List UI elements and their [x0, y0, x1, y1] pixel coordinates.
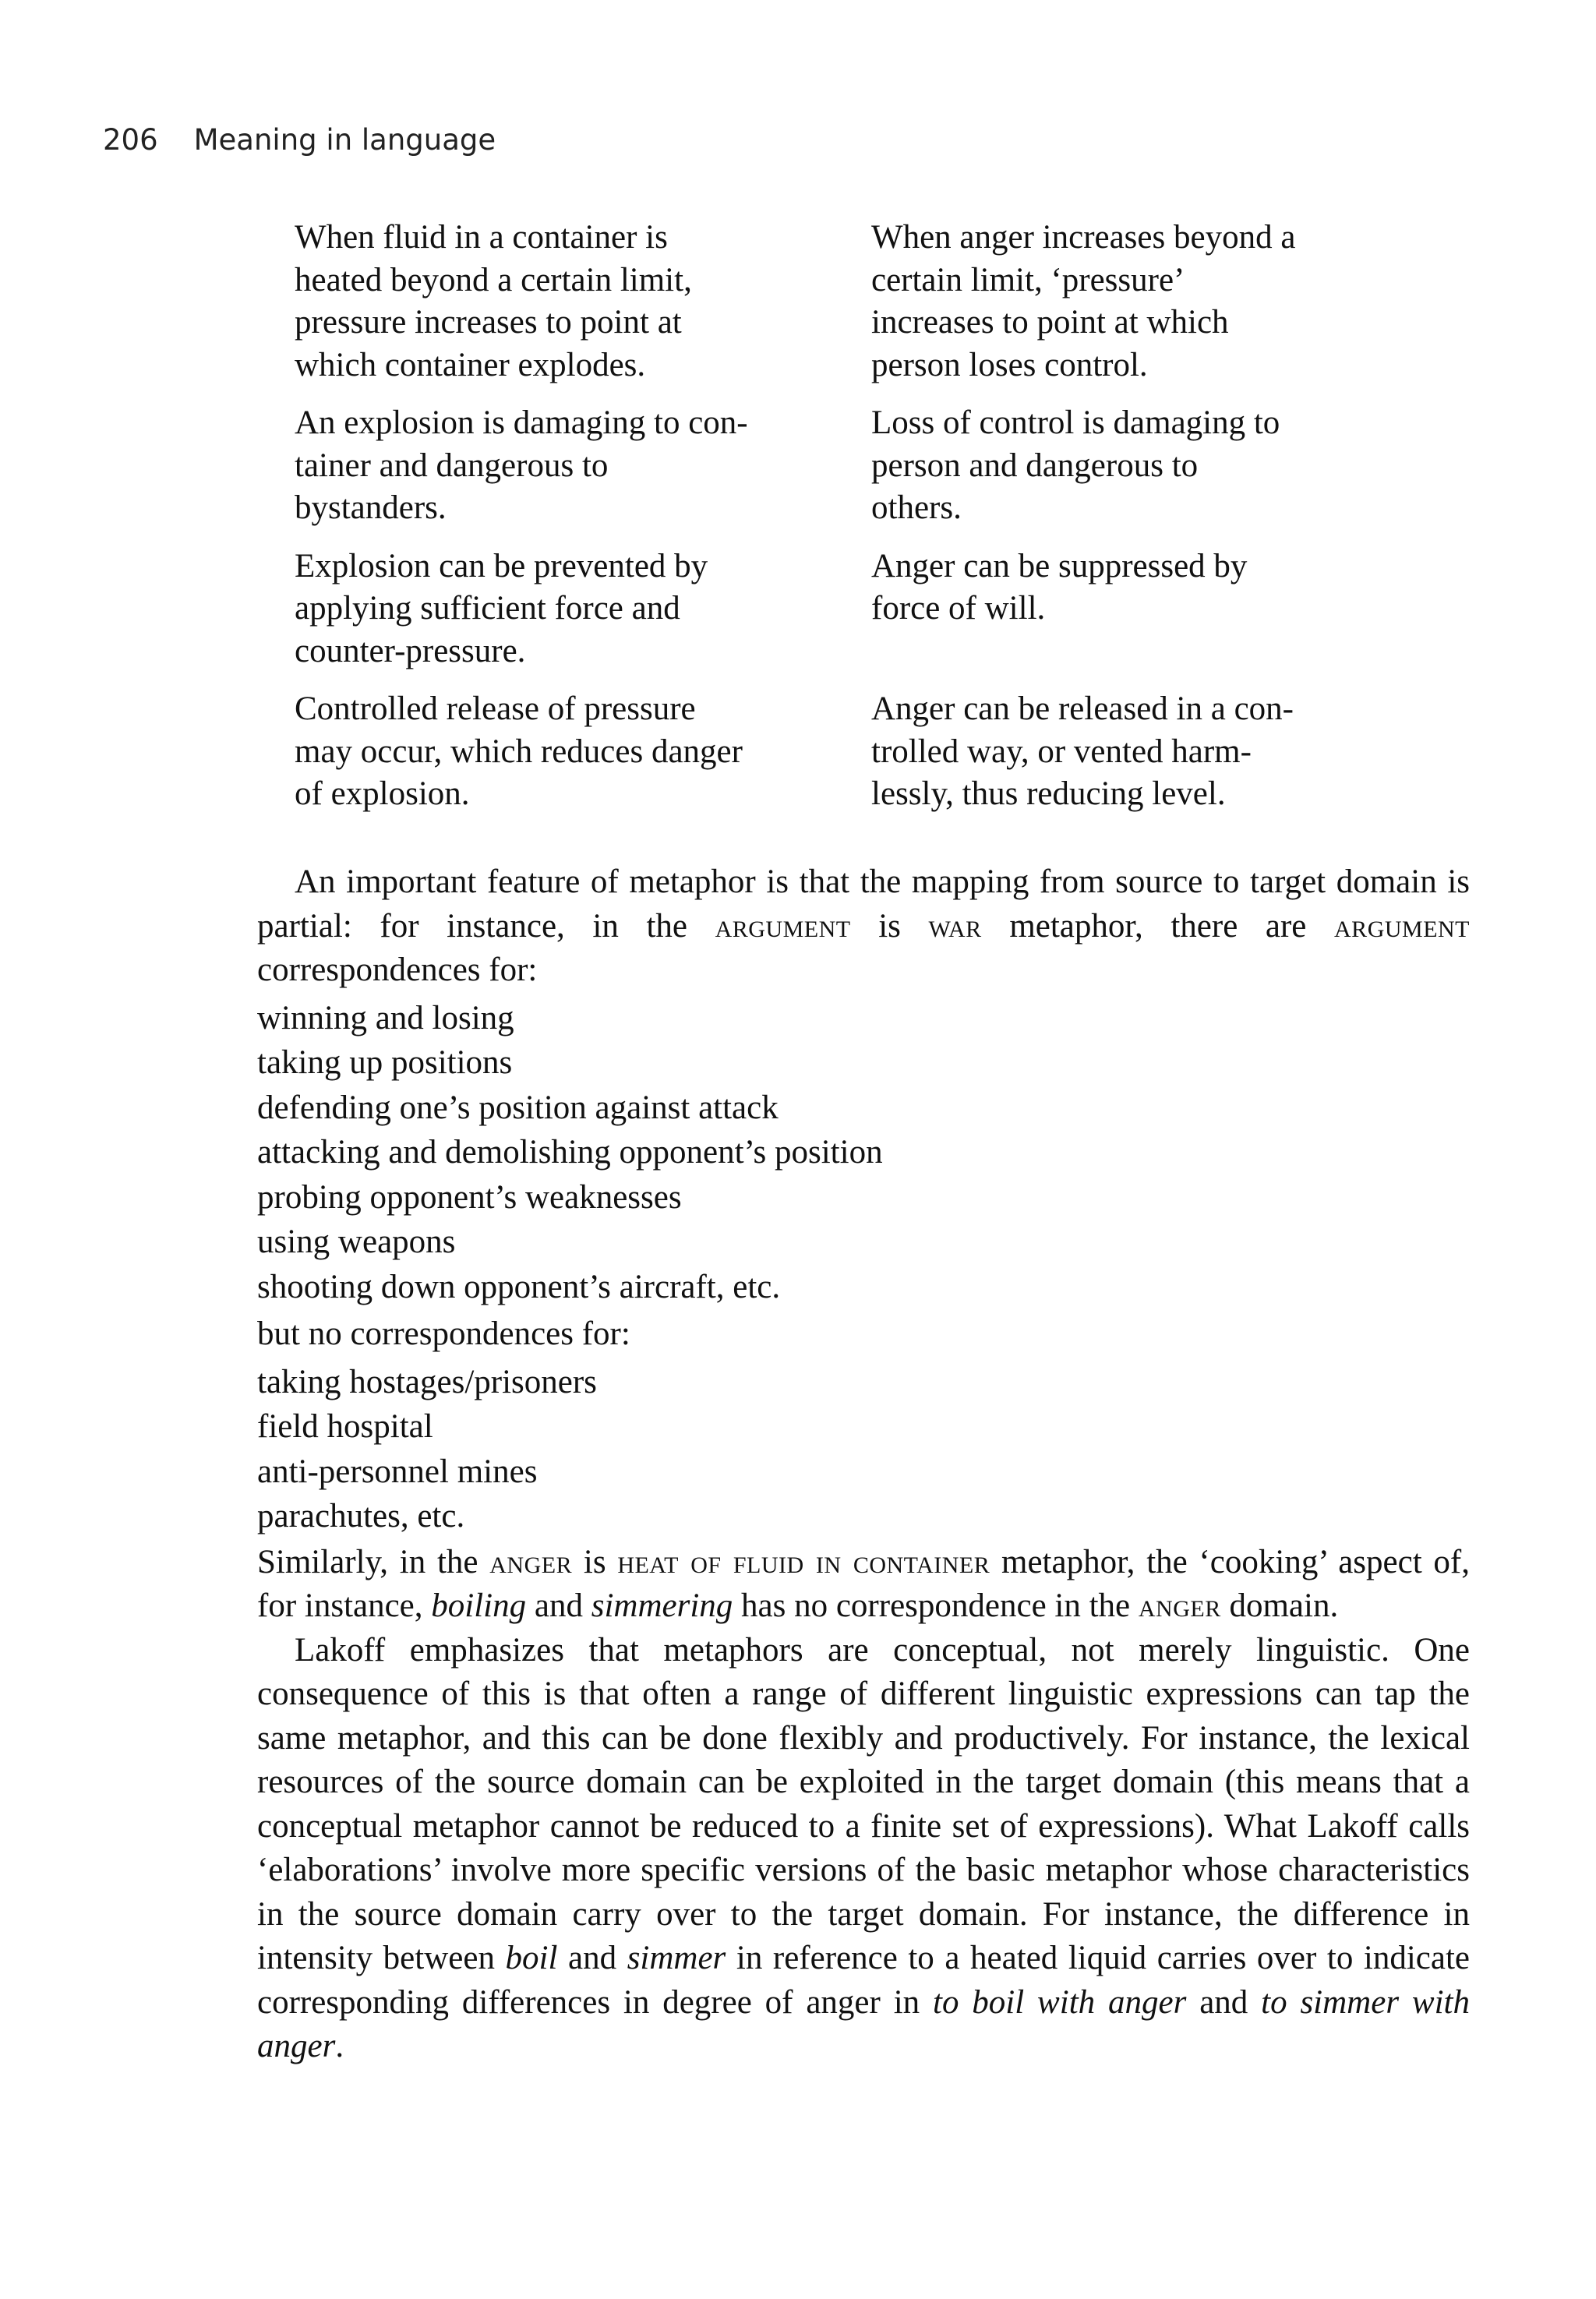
text-run: and	[557, 1940, 627, 1976]
metaphor-mapping-table	[295, 217, 1417, 832]
small-caps-term: argument	[715, 907, 851, 945]
target-cell: Anger can be released in a con- trolled way, or vented harm- lessly, thus reducing level.	[871, 690, 1294, 812]
text-run: metaphor, the ‘cooking’ aspect of, for instance,	[257, 1543, 1470, 1624]
table-row	[295, 217, 1417, 387]
text-run: domain.	[1220, 1587, 1339, 1624]
paragraph-cooking-aspect	[257, 1541, 1470, 1629]
body-text	[257, 860, 1470, 2069]
list-item: anti-personnel mines	[257, 1453, 538, 1490]
text-run: and	[526, 1587, 591, 1624]
small-caps-term: heat of fluid in container	[617, 1543, 990, 1580]
small-caps-term: war	[928, 907, 982, 945]
list-item: using weapons	[257, 1224, 456, 1260]
table-row	[295, 546, 1417, 673]
running-header	[103, 123, 496, 157]
table-row	[295, 688, 1417, 816]
list-item: winning and losing	[257, 999, 514, 1036]
list-item: defending one’s position against attack	[257, 1089, 779, 1126]
running-title: Meaning in language	[193, 123, 496, 157]
small-caps-term: anger	[489, 1543, 573, 1580]
correspondences-list	[257, 996, 1470, 1310]
target-cell: When anger increases beyond a certain limit, ‘pressure’ increases to point at which person loses control.	[871, 219, 1296, 383]
italic-term: boil	[505, 1940, 558, 1976]
list-item: probing opponent’s weaknesses	[257, 1178, 682, 1216]
italic-term: to boil with anger	[933, 1983, 1187, 2021]
text-run: and	[1186, 1983, 1262, 2021]
no-correspondences-intro: but no correspondences for:	[257, 1315, 630, 1352]
source-cell: An explosion is damaging to con- tainer and dangerous to bystanders.	[295, 404, 748, 526]
target-cell: Anger can be suppressed by force of will.	[871, 547, 1248, 627]
small-caps-term: anger	[1138, 1587, 1221, 1624]
text-run: Lakoff emphasizes that metaphors are conceptual, not merely linguistic. One consequence of this is that often a range of different linguistic expressions can tap the same metaphor, and this can be done flexibly and productively. For instance, the lexical resources of the source domain can be exploited in the target domain (this means that a conceptual metaphor cannot be reduced to a finite set of expressions). What Lakoff calls ‘elaborations’ involve more specific versions of the basic metaphor whose characteristics in the source domain carry over to the target domain. For instance, the difference in intensity between	[257, 1631, 1470, 1976]
target-cell: Loss of control is damaging to person and dangerous to others.	[871, 404, 1280, 526]
list-item: taking hostages/prisoners	[257, 1363, 597, 1400]
text-run: is	[572, 1543, 618, 1580]
source-cell: When fluid in a container is heated beyond a certain limit, pressure increases to point at which container explodes.	[295, 219, 692, 383]
list-item: field hospital	[257, 1408, 433, 1445]
text-run: Similarly, in the	[257, 1543, 490, 1580]
source-cell: Controlled release of pressure may occur, which reduces danger of explosion.	[295, 690, 743, 812]
source-cell: Explosion can be prevented by applying sufficient force and counter-pressure.	[295, 547, 708, 669]
paragraph-lakoff-elaborations	[257, 1629, 1470, 2069]
italic-term: simmer	[627, 1940, 726, 1976]
text-run: correspondences for:	[257, 952, 538, 988]
text-run: is	[850, 907, 929, 945]
text-run: An important feature of metaphor is that the mapping from source to target domain is partial: for instance, in the	[257, 863, 1470, 945]
table-row	[295, 402, 1417, 530]
list-item: parachutes, etc.	[257, 1498, 465, 1534]
text-run: has no correspondence in the	[733, 1587, 1139, 1624]
text-run: in reference to a heated liquid carries over to indicate corresponding differences in degree of anger in	[257, 1940, 1470, 2021]
italic-term: boiling	[431, 1587, 527, 1624]
small-caps-term: argument	[1334, 907, 1471, 945]
paragraph-partial-mapping	[257, 860, 1470, 993]
no-correspondences-list	[257, 1360, 1470, 1539]
italic-term: to simmer with anger	[257, 1983, 1470, 2064]
list-item: taking up positions	[257, 1044, 513, 1081]
list-item: attacking and demolishing opponent’s position	[257, 1134, 883, 1171]
list-item: shooting down opponent’s aircraft, etc.	[257, 1268, 781, 1305]
text-run: metaphor, there are	[981, 907, 1335, 945]
page-number: 206	[103, 123, 158, 157]
italic-term: simmering	[591, 1587, 733, 1624]
text-run: .	[335, 2028, 344, 2064]
